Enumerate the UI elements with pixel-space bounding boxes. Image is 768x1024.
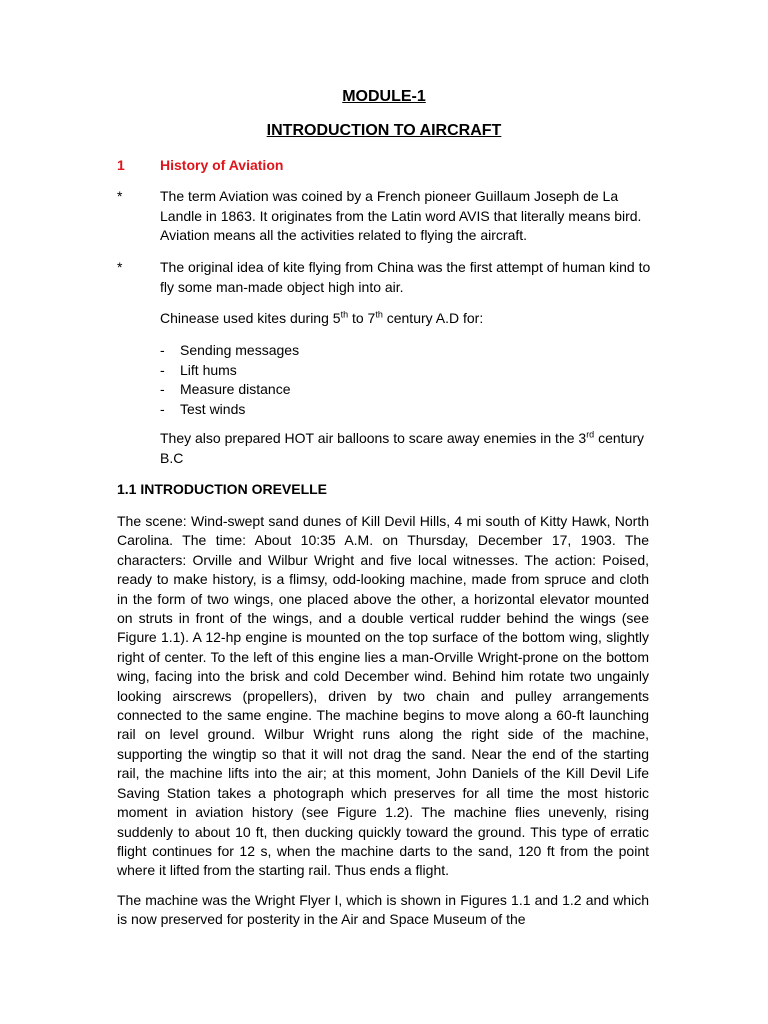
body-paragraph: The scene: Wind-swept sand dunes of Kill Devil Hills, 4 mi south of Kitty Hawk, North Carolina. The time: About 10:35 A.M. on Thursday, December 17, 1903. The characters: Orville and Wilbur Wright and five local witnesses. The action: Poised, ready to make history, is a flimsy, odd-looking machine, made from spruce and cloth in the form of two wings, one placed above the other, a horizontal elevator mounted on struts in front of the wings, and a double vertical rudder behind the wings (see Figure 1.1). A 12-hp engine is mounted on the top surface of the bottom wing, slightly right of center. To the left of this engine lies a man-Orville Wright-prone on the bottom wing, facing into the brisk and cold December wind. Behind him rotate two ungainly looking airscrews (propellers), driven by two chain and pulley arrangements connected to the same engine. The machine begins to move along a 60-ft launching rail on level ground. Wilbur Wright runs along the right side of the machine, supporting the wingtip so that it will not drag the sand. Near the end of the starting rail, the machine lifts into the air; at this moment, John Daniels of the Kill Devil Life Saving Station takes a photograph which preserves for all time the most historic moment in aviation history (see Figure 1.2). The machine flies unevenly, rising suddenly to about 10 ft, then ducking quickly toward the ground. This type of erratic flight continues for 12 s, when the machine darts to the sand, 120 ft from the point where it lifted from the starting rail. Thus ends a flight. [117, 513, 649, 879]
body-paragraph: The machine was the Wright Flyer I, which is shown in Figures 1.1 and 1.2 and which is now preserved for posterity in the Air and Space Museum of the [117, 892, 649, 928]
kites-intro-line [160, 309, 660, 329]
balloons-after: century B.C [160, 430, 645, 466]
balloons-sup: rd [586, 429, 595, 440]
bullet-text-aviation-term: The term Aviation was coined by a French pioneer Guillaum Joseph de La Landle in 1863. It originates from the Latin word AVIS that literally means bird. Aviation means all the activities related to flying the aircraft. [160, 188, 642, 243]
list-item [160, 380, 299, 400]
list-item-label: Sending messages [180, 342, 300, 358]
module-title: MODULE-1 [342, 88, 426, 105]
list-item [160, 400, 299, 420]
subsection-title: 1.1 INTRODUCTION OREVELLE [117, 481, 328, 497]
kites-intro-after: century A.D for: [382, 310, 484, 326]
list-item-label: Lift hums [180, 361, 237, 378]
bullet-text-kite-flying: The original idea of kite flying from China was the first attempt of human kind to fly some man-made object high into air. [160, 259, 651, 295]
balloons-paragraph [160, 429, 660, 468]
section-title: History of Aviation [160, 157, 284, 173]
list-dash: - [160, 342, 165, 358]
chapter-title: INTRODUCTION TO AIRCRAFT [266, 122, 502, 139]
list-dash: - [160, 400, 165, 417]
list-dash: - [160, 381, 165, 397]
list-item-label: Measure distance [180, 381, 291, 397]
kites-intro-middle: to 7 [348, 310, 376, 326]
balloons-before: They also prepared HOT air balloons to scare away enemies in the 3 [160, 430, 587, 446]
kites-intro-sup1: th [340, 309, 349, 320]
bullet-marker: * [117, 188, 123, 204]
list-dash: - [160, 361, 165, 378]
bullet-marker: * [117, 259, 123, 275]
section-number: 1 [117, 157, 125, 173]
kites-intro-sup2: th [375, 309, 383, 320]
list-item [160, 341, 299, 361]
kite-uses-list [160, 341, 299, 419]
list-item-label: Test winds [180, 400, 246, 417]
kites-intro-before: Chinease used kites during 5 [160, 310, 341, 326]
list-item [160, 361, 299, 381]
